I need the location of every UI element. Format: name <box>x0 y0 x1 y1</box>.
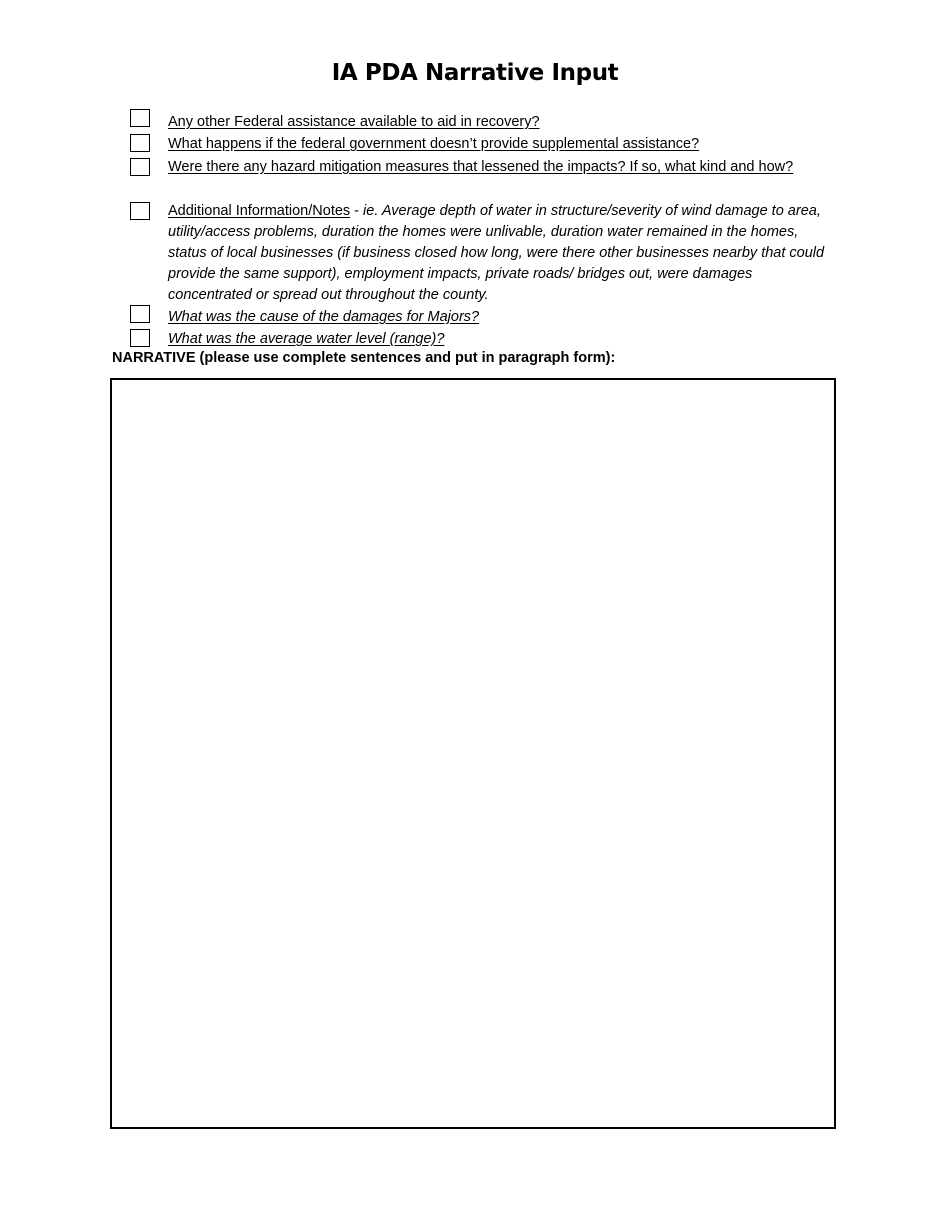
checklist-item-label: Were there any hazard mitigation measures that lessened the impacts? If so, what kind and how? <box>168 159 794 175</box>
checkbox[interactable] <box>130 305 150 323</box>
checklist-item-label: What was the average water level (range)? <box>168 331 445 347</box>
checkbox[interactable] <box>130 134 150 152</box>
checkbox[interactable] <box>130 329 150 347</box>
narrative-text-area[interactable] <box>110 378 836 1129</box>
additional-info-detail: ie. Average depth of water in structure/severity of wind damage to area, utility/access problems, duration the homes were unlivable, duration water remained in the homes, status of local businesses (if business closed how long, were there other businesses nearby that could provide the same support), employment impacts, private roads/ bridges out, were damages concentrated or spread out throughout the county. <box>168 203 825 303</box>
additional-info-label: Additional Information/Notes <box>168 203 351 219</box>
checkbox[interactable] <box>130 158 150 176</box>
checkbox[interactable] <box>130 202 150 220</box>
page-title: IA PDA Narrative Input <box>331 60 619 86</box>
checklist-item-label: What was the cause of the damages for Majors? <box>168 309 480 325</box>
checkbox[interactable] <box>130 109 150 127</box>
separator: - <box>350 203 364 219</box>
checklist-item-label: What happens if the federal government doesn’t provide supplemental assistance? <box>168 136 700 152</box>
checklist-item-label <box>168 201 840 306</box>
narrative-label: NARRATIVE (please use complete sentences and put in paragraph form): <box>112 350 616 366</box>
checklist-item-label: Any other Federal assistance available to aid in recovery? <box>168 114 540 130</box>
